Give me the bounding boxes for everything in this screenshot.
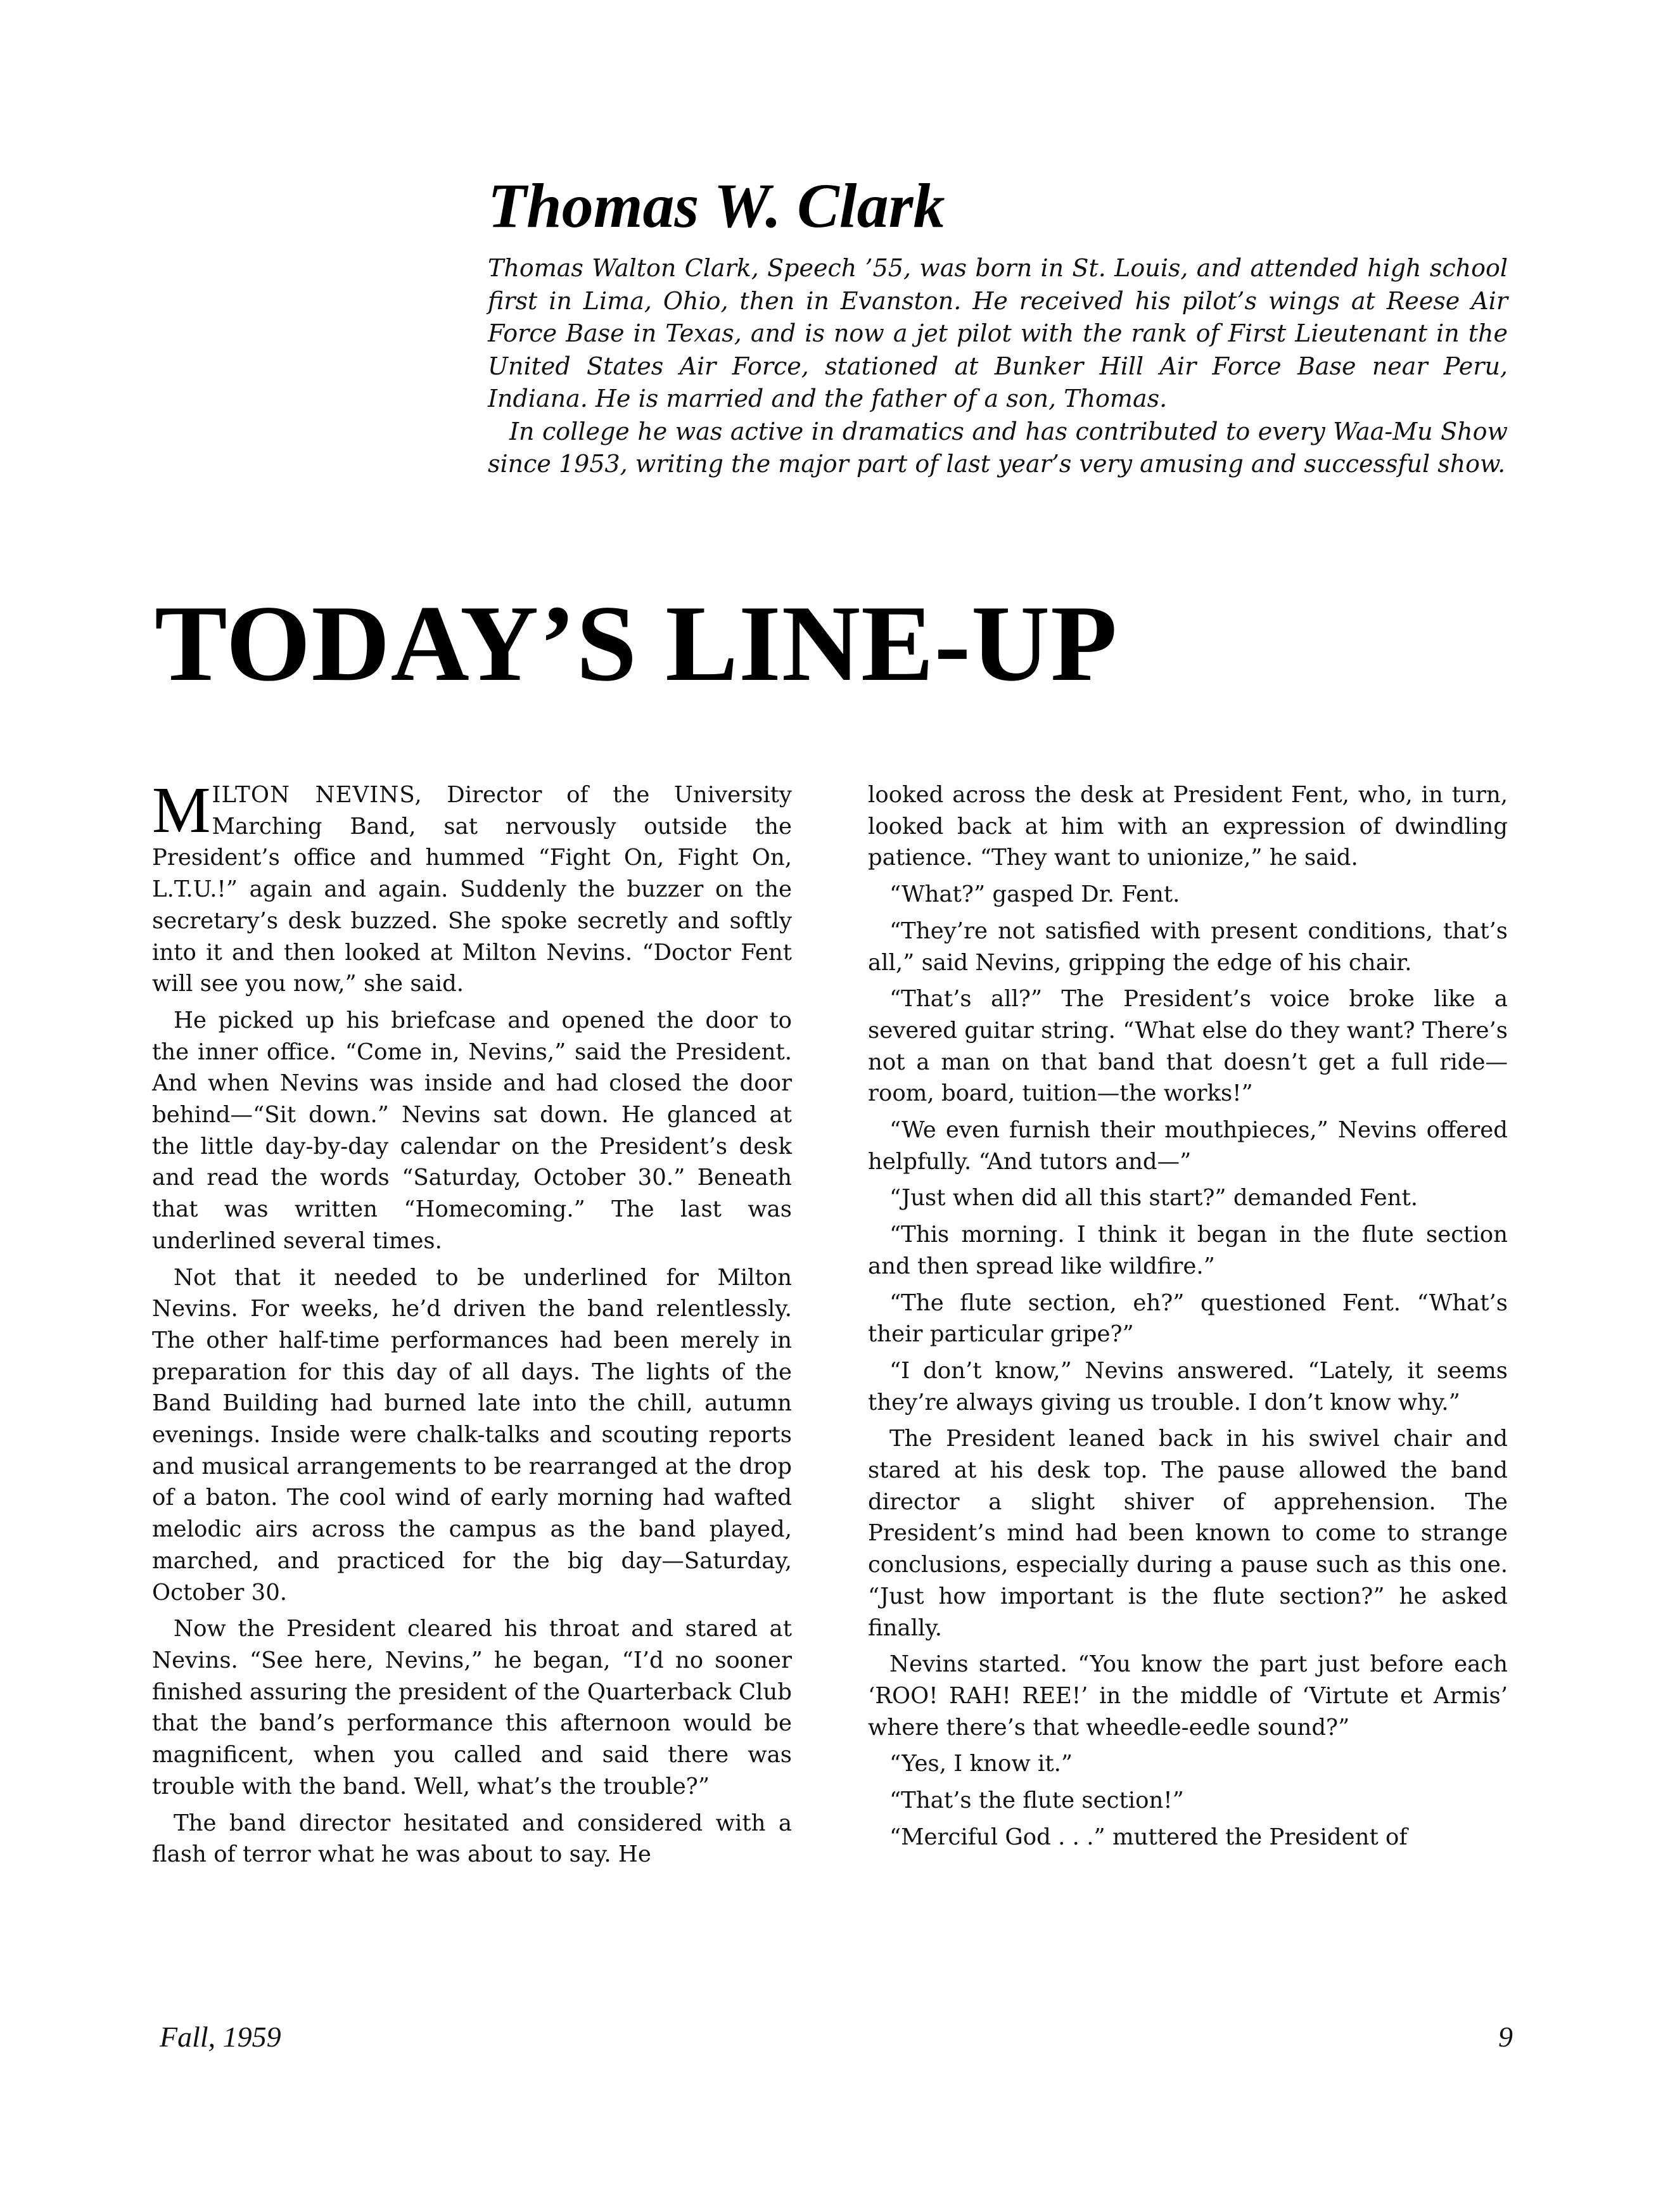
lead-text: Director of the University Marching Band, sat nervously outside the President’s office and hummed “Fight On, Fight On, L.T.U.!” again and again. Suddenly the buzzer on the secretary’s desk buzzed. She spoke secretly and softly into it and then looked at Milton Nevins. “Doctor Fent will see you now,” she said. bbox=[152, 782, 792, 997]
drop-cap: M bbox=[152, 774, 211, 847]
article-paragraph: “They’re not satisfied with present conditions, that’s all,” said Nevins, gripping the edge of his chair. bbox=[868, 917, 1508, 976]
article-paragraph: “Merciful God . . .” muttered the President of bbox=[889, 1824, 1408, 1850]
bio-paragraph-2: In college he was active in dramatics and has contributed to every Waa-Mu Show since 1953, writing the major part of last year’s very amusing and successful show. bbox=[488, 417, 1508, 478]
author-name: Thomas W. Clark bbox=[488, 170, 945, 241]
article-paragraph: He picked up his briefcase and opened the door to the inner office. “Come in, Nevins,” said the President. And when Nevins was inside and had closed the door behind—“Sit down.” Nevins sat down. He glanced at the little day-by-day calendar on the President’s desk and read the words “Saturday, October 30.” Beneath that was written “Homecoming.” The last was underlined several times. bbox=[152, 1007, 792, 1254]
article-paragraph: “This morning. I think it began in the flute section and then spread like wildfire.” bbox=[868, 1222, 1508, 1279]
article-headline: TODAY’S LINE-UP bbox=[155, 584, 1118, 704]
article-paragraph: “Just when did all this start?” demanded Fent. bbox=[889, 1185, 1418, 1211]
lead-smallcaps: ILTON NEVINS, bbox=[212, 782, 423, 808]
article-paragraph: Now the President cleared his throat and stared at Nevins. “See here, Nevins,” he began, “I’d no sooner finished assuring the president of the Quarterback Club that the band’s performance this afternoon would be magnificent, when you called and said there was trouble with the band. Well, what’s the trouble?” bbox=[152, 1616, 792, 1800]
article-column-right bbox=[868, 779, 1508, 1858]
article-paragraph: The band director hesitated and considered with a flash of terror what he was about to say. He bbox=[152, 1810, 792, 1868]
article-paragraph: The President leaned back in his swivel chair and stared at his desk top. The pause allowed the band director a slight shiver of apprehension. The President’s mind had been known to come to strange conclusions, especially during a pause such as this one. “Just how important is the flute section?” he asked finally. bbox=[868, 1426, 1508, 1641]
article-paragraph: “That’s all?” The President’s voice broke like a severed guitar string. “What else do they want? There’s not a man on that band that doesn’t get a full ride—room, board, tuition—the works!” bbox=[868, 986, 1508, 1107]
article-paragraph: Not that it needed to be underlined for Milton Nevins. For weeks, he’d driven the band relentlessly. The other half-time performances had been merely in preparation for this day of all days. The lights of the Band Building had burned late into the chill, autumn evenings. Inside were chalk-talks and scouting reports and musical arrangements to be rearranged at the drop of a baton. The cool wind of early morning had wafted melodic airs across the campus as the band played, marched, and practiced for the big day—Saturday, October 30. bbox=[152, 1264, 792, 1606]
article-paragraph: “Yes, I know it.” bbox=[889, 1751, 1073, 1777]
article-paragraph: “That’s the flute section!” bbox=[889, 1787, 1184, 1814]
page-number: 9 bbox=[1498, 2021, 1513, 2053]
article-paragraph: “What?” gasped Dr. Fent. bbox=[889, 881, 1180, 908]
issue-date: Fall, 1959 bbox=[160, 2021, 281, 2053]
article-paragraph: “I don’t know,” Nevins answered. “Lately, it seems they’re always giving us trouble. I don’t know why.” bbox=[868, 1357, 1508, 1416]
author-bio bbox=[488, 171, 1508, 481]
article-paragraph: “The flute section, eh?” questioned Fent. “What’s their particular gripe?” bbox=[868, 1289, 1508, 1348]
continued-paragraph: looked across the desk at President Fent, who, in turn, looked back at him with an expression of dwindling patience. “They want to unionize,” he said. bbox=[868, 782, 1508, 871]
lead-paragraph bbox=[152, 774, 792, 1000]
article-paragraph: Nevins started. “You know the part just before each ‘ROO! RAH! REE!’ in the middle of ‘Virtute et Armis’ where there’s that wheedle-eedle sound?” bbox=[868, 1651, 1508, 1741]
article-paragraph: “We even furnish their mouthpieces,” Nevins offered helpfully. “And tutors and—” bbox=[868, 1117, 1508, 1175]
article-column-left bbox=[152, 774, 792, 1876]
bio-paragraph-1: Thomas Walton Clark, Speech ’55, was born in St. Louis, and attended high school first in Lima, Ohio, then in Evanston. He received his pilot’s wings at Reese Air Force Base in Texas, and is now a jet pilot with the rank of First Lieutenant in the United States Air Force, stationed at Bunker Hill Air Force Base near Peru, Indiana. He is married and the father of a son, Thomas. bbox=[488, 254, 1508, 412]
